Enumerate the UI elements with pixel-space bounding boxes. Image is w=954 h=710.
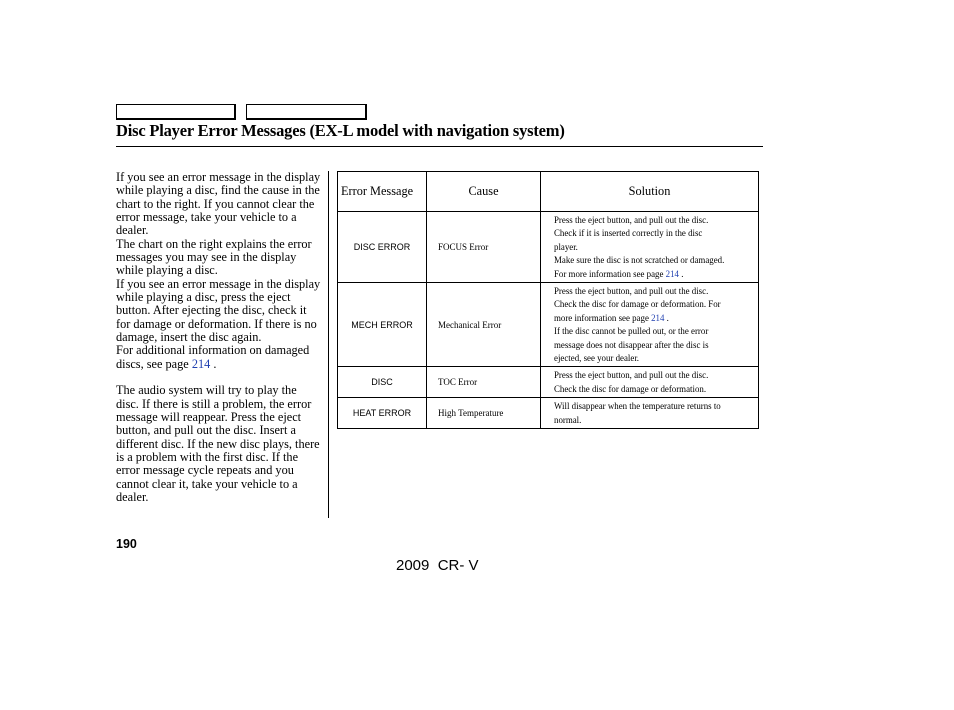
- solution-cell: [541, 367, 759, 398]
- solution-line: Press the eject button, and pull out the disc.: [554, 286, 709, 297]
- cause-cell: High Temperature: [427, 398, 541, 429]
- page-link-214[interactable]: 214: [191, 356, 211, 371]
- solution-line: Make sure the disc is not scratched or damaged.: [554, 255, 725, 266]
- page-title: Disc Player Error Messages (EX-L model with navigation system): [116, 121, 565, 140]
- paragraph-1: If you see an error message in the display while playing a disc, find the cause in the chart to the right. If you cannot clear the error message, take your vehicle to a dealer.: [116, 170, 321, 238]
- paragraph-4-text: For additional information on damaged discs, see page: [116, 343, 310, 371]
- solution-line: message does not disappear after the disc is: [554, 339, 709, 350]
- table-row: [338, 398, 759, 429]
- solution-line: player.: [554, 241, 578, 252]
- error-message-cell: MECH ERROR: [338, 283, 427, 367]
- paragraph-3: If you see an error message in the display while playing a disc, press the eject button. After ejecting the disc, check it for damage or deformation. If there is no damage, insert the disc again.: [116, 276, 321, 345]
- solution-cell: [541, 283, 759, 367]
- footer-model: 2009 CR- V: [396, 557, 479, 574]
- header-solution: Solution: [541, 172, 759, 212]
- table-header-row: [338, 172, 759, 212]
- nav-tab-right[interactable]: [246, 104, 367, 120]
- solution-line: For more information see page 214 .: [554, 268, 684, 279]
- solution-line: more information see page 214 .: [554, 312, 669, 323]
- error-message-table: [337, 171, 759, 429]
- solution-line: Press the eject button, and pull out the disc.: [554, 215, 709, 225]
- solution-line: Press the eject button, and pull out the disc.: [554, 370, 709, 381]
- solution-cell: [541, 398, 759, 429]
- solution-line: ejected, see your dealer.: [554, 353, 640, 364]
- solution-line: Will disappear when the temperature returns to: [554, 401, 721, 412]
- body-text-column: [116, 171, 322, 504]
- solution-line: normal.: [554, 414, 582, 425]
- column-divider: [328, 171, 329, 518]
- error-message-cell: DISC: [338, 367, 427, 398]
- header-cause: Cause: [427, 172, 541, 212]
- page-link-214[interactable]: 214: [651, 312, 665, 323]
- nav-tab-left[interactable]: [116, 104, 236, 120]
- page-number: 190: [116, 537, 137, 551]
- table-row: [338, 367, 759, 398]
- solution-line: Check the disc for damage or deformation. For: [554, 299, 721, 310]
- cause-cell: TOC Error: [427, 367, 541, 398]
- error-message-cell: DISC ERROR: [338, 212, 427, 283]
- solution-link-prefix: For more information see page: [554, 268, 664, 279]
- table-row: [338, 283, 759, 367]
- paragraph-4: For additional information on damaged discs, see page 214 .: [116, 343, 310, 371]
- header-error-message: Error Message: [338, 172, 427, 212]
- solution-line: If the disc cannot be pulled out, or the error: [554, 326, 709, 337]
- solution-line: Check the disc for damage or deformation.: [554, 383, 707, 394]
- title-divider: [116, 146, 763, 147]
- table-row: [338, 212, 759, 283]
- solution-link-prefix: more information see page: [554, 312, 649, 323]
- paragraph-5: The audio system will try to play the disc. If there is still a problem, the error message will reappear. Press the eject button, and pull out the disc. Insert a different disc. If the new disc plays, there is a problem with the first disc. If the error message cycle repeats and you cannot clear it, take your vehicle to a dealer.: [116, 383, 320, 504]
- solution-cell: [541, 212, 759, 283]
- error-message-cell: HEAT ERROR: [338, 398, 427, 429]
- cause-cell: Mechanical Error: [427, 283, 541, 367]
- cause-cell: FOCUS Error: [427, 212, 541, 283]
- page-link-214[interactable]: 214: [665, 268, 679, 279]
- paragraph-2: The chart on the right explains the error messages you may see in the display while playing a disc.: [116, 236, 312, 278]
- solution-line: Check if it is inserted correctly in the disc: [554, 228, 703, 239]
